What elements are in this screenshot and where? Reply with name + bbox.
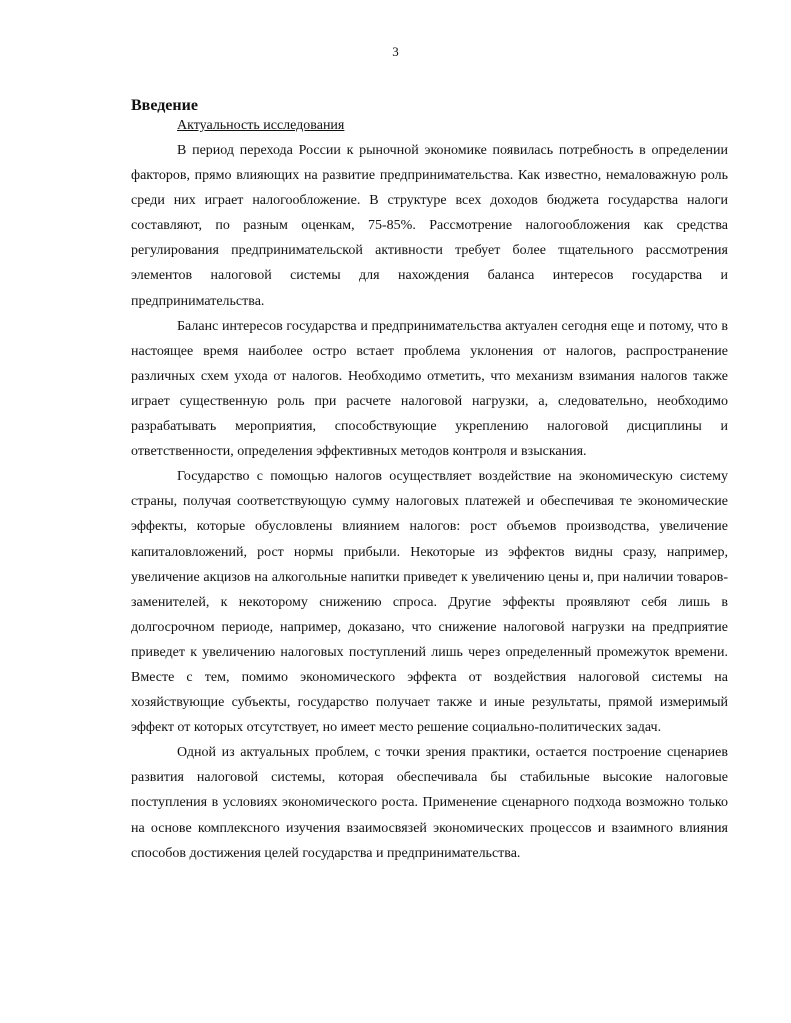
page-number: 3 bbox=[392, 44, 399, 59]
paragraph: Баланс интересов государства и предпринимательства актуален сегодня еще и потому, что в настоящее время наиболее остро встает проблема уклонения от налогов, распространение различных схем ухода от налогов. Необходимо отметить, что механизм взимания налогов также играет существенную роль при расчете налоговой нагрузки, а, следовательно, необходимо разрабатывать мероприятия, способствующие укреплению налоговой дисциплины и ответственности, определения эффективных методов контроля и взыскания. bbox=[131, 318, 728, 460]
document-body bbox=[131, 96, 728, 866]
section-heading: Введение bbox=[131, 97, 198, 114]
section-subheading: Актуальность исследования bbox=[177, 118, 345, 133]
paragraph: Государство с помощью налогов осуществляет воздействие на экономическую систему страны, получая соответствующую сумму налоговых платежей и обеспечивая те экономические эффекты, которые обусловлены влиянием налогов: рост объемов производства, увеличение капиталовложений, рост нормы прибыли. Некоторые из эффектов видны сразу, например, увеличение акцизов на алкогольные напитки приведет к увеличению цены и, при наличии товаров-заменителей, к некоторому снижению спроса. Другие эффекты проявляют себя лишь в долгосрочном периоде, например, доказано, что снижение налоговой нагрузки на предприятие приведет к увеличению налоговых поступлений лишь через определенный промежуток времени. Вместе с тем, помимо экономического эффекта от воздействия налоговой системы на хозяйствующие субъекты, государство получает также и иные результаты, прямой измеримый эффект от которых отсутствует, но имеет место решение социально-политических задач. bbox=[131, 469, 728, 736]
paragraph: Одной из актуальных проблем, с точки зрения практики, остается построение сценариев развития налоговой системы, которая обеспечивала бы стабильные высокие налоговые поступления в условиях экономического роста. Применение сценарного подхода возможно только на основе комплексного изучения взаимосвязей экономических процессов и взаимного влияния способов достижения целей государства и предпринимательства. bbox=[131, 745, 728, 861]
paragraph: В период перехода России к рыночной экономике появилась потребность в определении факторов, прямо влияющих на развитие предпринимательства. Как известно, немаловажную роль среди них играет налогообложение. В структуре всех доходов бюджета государства налоги составляют, по разным оценкам, 75-85%. Рассмотрение налогообложения как средства регулирования предпринимательской активности требует более тщательного рассмотрения элементов налоговой системы для нахождения баланса интересов государства и предпринимательства. bbox=[131, 143, 728, 309]
